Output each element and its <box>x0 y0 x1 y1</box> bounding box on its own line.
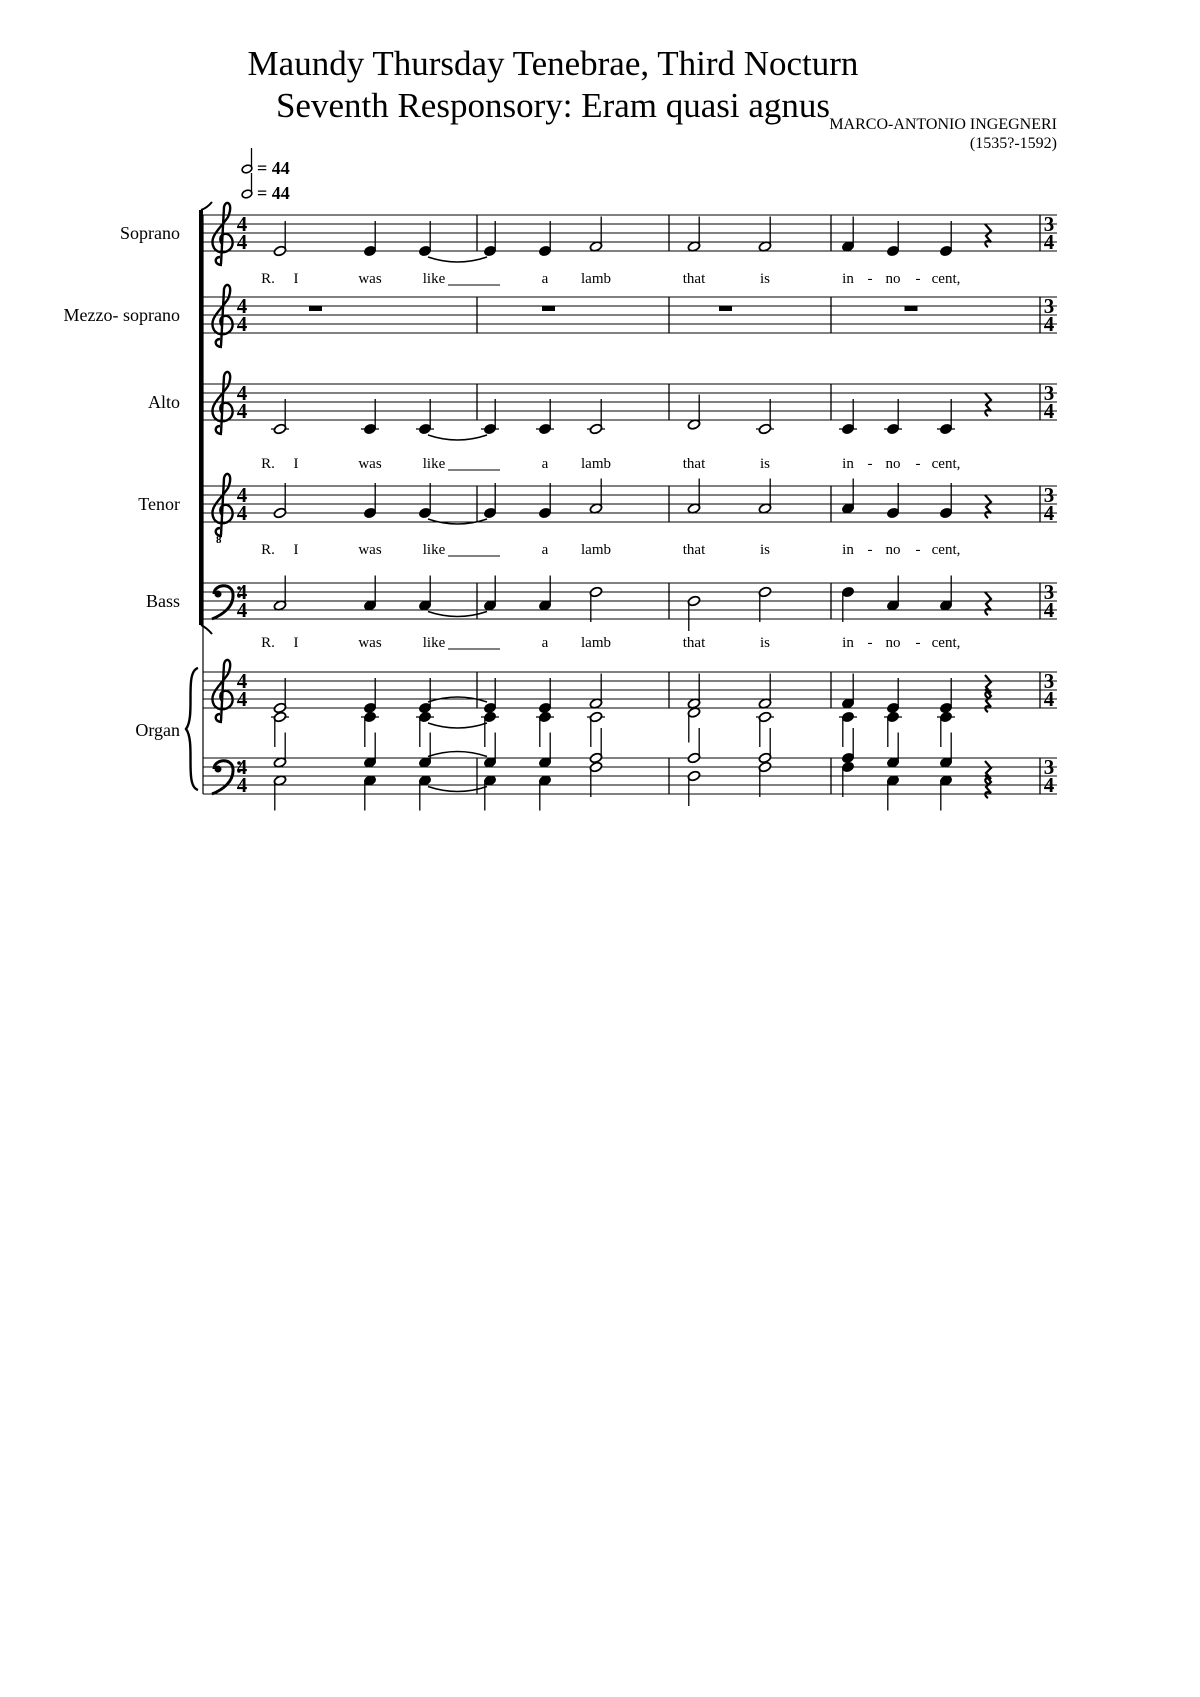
lyric-syllable: lamb <box>581 542 611 558</box>
lyric-syllable: in <box>842 271 854 287</box>
composer-dates: (1535?-1592) <box>969 135 1057 152</box>
tie <box>428 435 487 440</box>
lyric-syllable: a <box>541 542 549 558</box>
lyric-syllable: is <box>759 456 771 472</box>
time-signature-digit: 4 <box>1043 687 1055 711</box>
tie <box>428 752 487 757</box>
lyric-syllable: R. <box>261 635 275 651</box>
lyric-syllable: was <box>358 456 382 472</box>
lyric-syllable: - <box>915 271 921 287</box>
lyric-syllable: - <box>867 542 873 558</box>
bass-clef-icon <box>212 586 233 619</box>
organ-brace <box>186 668 198 790</box>
whole-rest-icon <box>905 306 918 311</box>
staff-organ-bass <box>203 728 1057 811</box>
time-signature-digit: 4 <box>236 773 248 797</box>
lyric-syllable: - <box>915 635 921 651</box>
time-signature-digit: 3 <box>1043 580 1055 604</box>
bracket-tip <box>201 202 212 210</box>
lyric-syllable: I <box>293 635 299 651</box>
time-signature-digit: 4 <box>1043 598 1055 622</box>
treble-clef-icon <box>212 203 232 265</box>
lyric-syllable: that <box>682 456 706 472</box>
lyric-syllable: that <box>682 271 706 287</box>
time-signature-digit: 4 <box>236 399 248 423</box>
quarter-rest-icon <box>985 393 991 416</box>
treble-clef-icon <box>212 660 232 722</box>
quarter-rest-icon <box>985 495 991 518</box>
staff-tenor <box>138 474 1057 558</box>
lyric-syllable: - <box>867 271 873 287</box>
staff-label-organ: Organ <box>135 720 180 740</box>
lyric-syllable: cent, <box>931 635 961 651</box>
lyric-syllable: was <box>358 635 382 651</box>
time-signature-digit: 4 <box>1043 399 1055 423</box>
lyric-syllable: lamb <box>581 456 611 472</box>
time-signature-digit: 4 <box>236 598 248 622</box>
lyric-syllable: - <box>915 456 921 472</box>
tie <box>428 257 487 262</box>
lyric-syllable: in <box>842 542 854 558</box>
time-signature-digit: 4 <box>1043 230 1055 254</box>
staff-label: Tenor <box>138 494 180 514</box>
staff-alto <box>148 372 1057 472</box>
tie <box>428 612 487 617</box>
tie <box>428 723 487 728</box>
lyric-syllable: - <box>867 635 873 651</box>
lyric-syllable: I <box>293 271 299 287</box>
whole-rest-icon <box>542 306 555 311</box>
time-signature-digit: 4 <box>236 483 248 507</box>
tempo-mark <box>241 148 290 178</box>
staff-mezzo-soprano <box>64 285 1057 347</box>
lyric-syllable: that <box>682 542 706 558</box>
time-signature-digit: 3 <box>1043 381 1055 405</box>
treble-clef-icon <box>212 372 232 434</box>
lyric-syllable: is <box>759 635 771 651</box>
time-signature-digit: 4 <box>1043 501 1055 525</box>
time-signature-digit: 4 <box>236 381 248 405</box>
tie <box>428 787 487 792</box>
time-signature-digit: 3 <box>1043 294 1055 318</box>
score-title: Maundy Thursday Tenebrae, Third Nocturn <box>247 44 859 83</box>
lyric-syllable: like <box>422 456 446 472</box>
time-signature-digit: 4 <box>1043 312 1055 336</box>
quarter-rest-icon <box>985 224 991 247</box>
staff-organ <box>203 660 1057 747</box>
time-signature-digit: 4 <box>236 230 248 254</box>
lyric-syllable: no <box>885 635 901 651</box>
lyric-syllable: no <box>885 542 901 558</box>
octave-marker: 8 <box>216 534 222 546</box>
tempo-value: = 44 <box>257 158 290 178</box>
lyric-syllable: cent, <box>931 542 961 558</box>
bass-clef-dot <box>215 591 222 598</box>
lyric-syllable: was <box>358 542 382 558</box>
time-signature-digit: 3 <box>1043 212 1055 236</box>
time-signature-digit: 4 <box>236 755 248 779</box>
lyric-syllable: is <box>759 271 771 287</box>
composer-name: MARCO-ANTONIO INGEGNERI <box>829 116 1057 133</box>
whole-rest-icon <box>309 306 322 311</box>
treble-clef-icon <box>212 285 232 347</box>
quarter-rest-icon <box>985 592 991 615</box>
tempo-value: = 44 <box>257 183 290 203</box>
lyric-syllable: I <box>293 542 299 558</box>
time-signature-digit: 4 <box>236 312 248 336</box>
lyric-syllable: - <box>867 456 873 472</box>
lyric-syllable: cent, <box>931 271 961 287</box>
lyric-syllable: in <box>842 635 854 651</box>
score-subtitle: Seventh Responsory: Eram quasi agnus <box>275 86 831 125</box>
bass-clef-dot <box>215 766 222 773</box>
time-signature-digit: 4 <box>236 294 248 318</box>
staff-label: Mezzo- soprano <box>63 305 180 325</box>
lyric-syllable: like <box>422 271 446 287</box>
lyric-syllable: - <box>915 542 921 558</box>
staff-bass <box>146 576 1057 652</box>
lyric-syllable: lamb <box>581 635 611 651</box>
lyric-syllable: R. <box>261 542 275 558</box>
staff-label: Alto <box>147 392 180 412</box>
lyric-syllable: was <box>358 271 382 287</box>
lyric-syllable: like <box>422 542 446 558</box>
lyric-syllable: like <box>422 635 446 651</box>
lyric-syllable: I <box>293 456 299 472</box>
lyric-syllable: R. <box>261 271 275 287</box>
bass-clef-icon <box>212 761 233 794</box>
lyric-syllable: a <box>541 456 549 472</box>
time-signature-digit: 4 <box>236 580 248 604</box>
lyric-syllable: cent, <box>931 456 961 472</box>
lyric-syllable: R. <box>261 456 275 472</box>
lyric-syllable: lamb <box>581 271 611 287</box>
lyric-syllable: a <box>541 271 549 287</box>
lyric-syllable: in <box>842 456 854 472</box>
staff-label: Bass <box>145 591 180 611</box>
staff-soprano <box>120 203 1057 287</box>
time-signature-digit: 3 <box>1043 483 1055 507</box>
time-signature-digit: 4 <box>236 212 248 236</box>
lyric-syllable: no <box>885 271 901 287</box>
lyric-syllable: a <box>541 635 549 651</box>
time-signature-digit: 4 <box>236 687 248 711</box>
treble-clef-icon <box>212 474 232 536</box>
time-signature-digit: 3 <box>1043 669 1055 693</box>
lyric-syllable: that <box>682 635 706 651</box>
time-signature-digit: 4 <box>236 501 248 525</box>
lyric-syllable: is <box>759 542 771 558</box>
lyric-syllable: no <box>885 456 901 472</box>
time-signature-digit: 4 <box>236 669 248 693</box>
time-signature-digit: 4 <box>1043 773 1055 797</box>
whole-rest-icon <box>719 306 732 311</box>
staff-label: Soprano <box>120 223 180 243</box>
time-signature-digit: 3 <box>1043 755 1055 779</box>
